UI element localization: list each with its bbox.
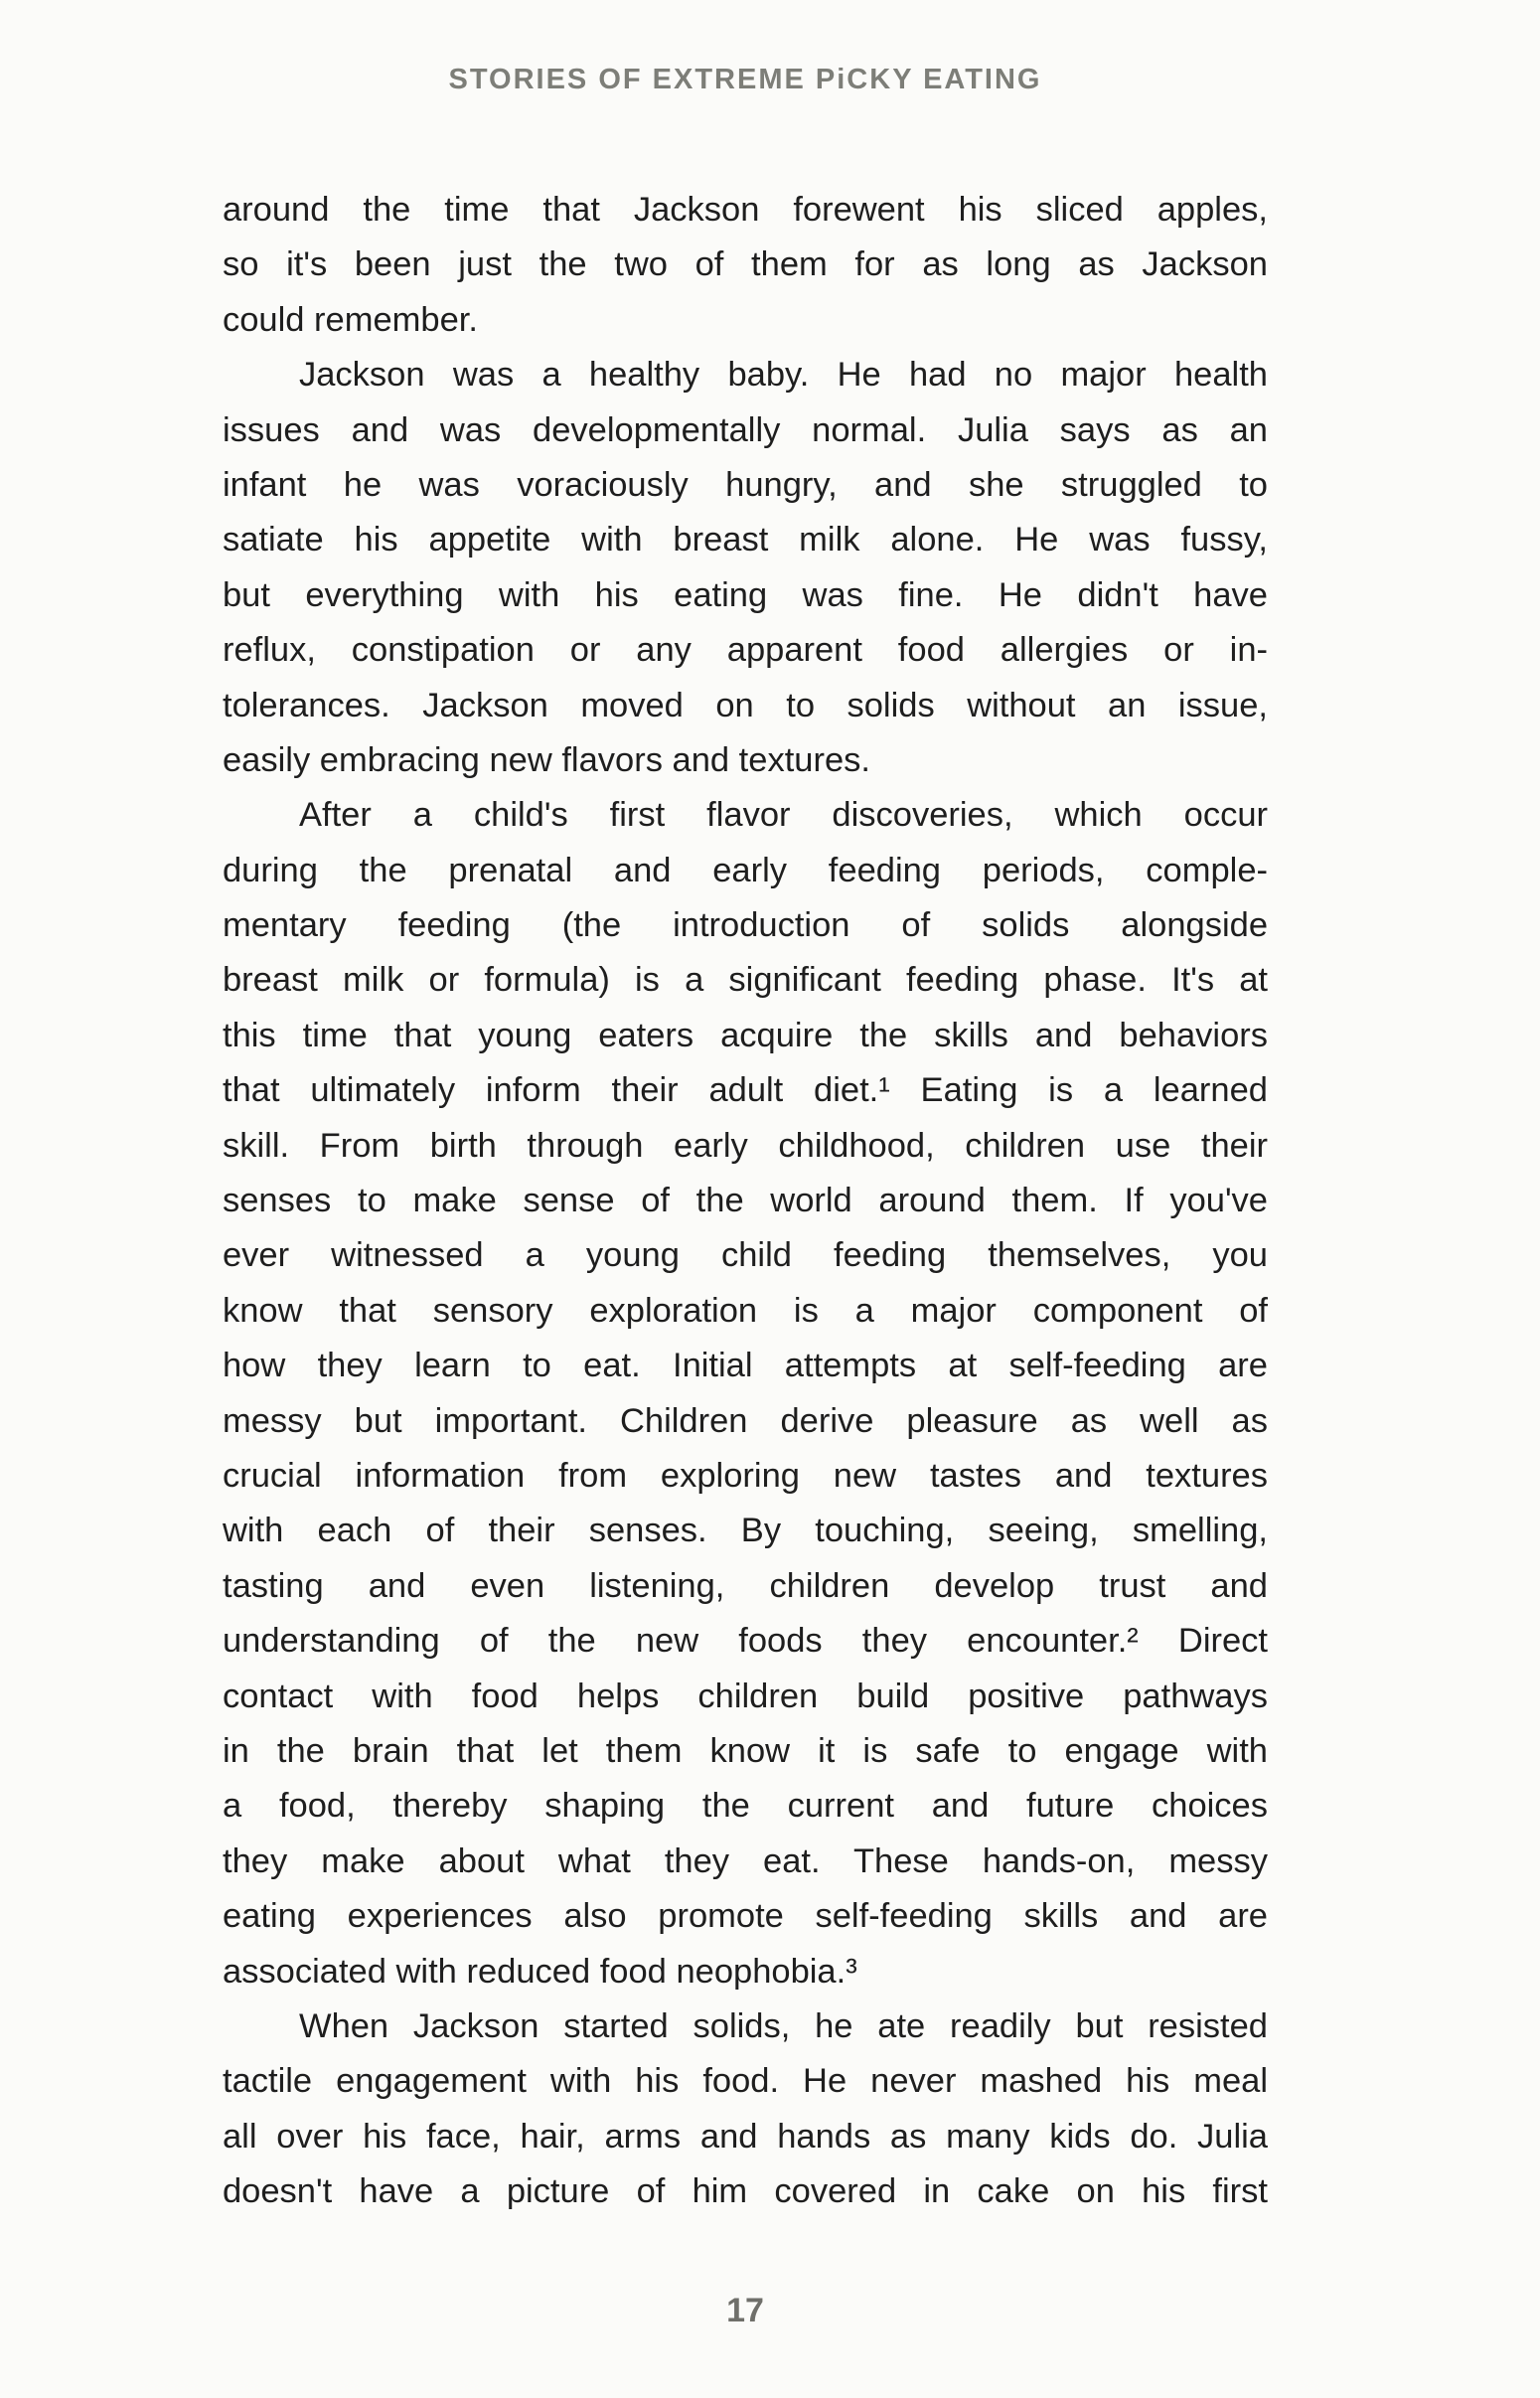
text-line: know that sensory exploration is a major component of	[223, 1291, 1268, 1330]
running-head: STORIES OF EXTREME PiCKY EATING	[448, 64, 1042, 95]
text-line: easily embracing new flavors and textures.	[223, 740, 870, 779]
text-line: during the prenatal and early feeding periods, comple-	[223, 851, 1268, 889]
text-line: tasting and even listening, children develop trust and	[223, 1566, 1268, 1605]
text-line: in the brain that let them know it is safe to engage with	[223, 1731, 1268, 1770]
text-line: issues and was developmentally normal. Julia says as an	[223, 410, 1268, 449]
text-line: so it's been just the two of them for as long as Jackson	[223, 245, 1268, 284]
text-line: but everything with his eating was fine. He didn't have	[223, 575, 1268, 614]
text-line: a food, thereby shaping the current and future choices	[223, 1787, 1268, 1826]
text-line: tactile engagement with his food. He never mashed his meal	[223, 2062, 1268, 2101]
text-line: ever witnessed a young child feeding themselves, you	[223, 1236, 1268, 1275]
text-line: contact with food helps children build positive pathways	[223, 1677, 1268, 1715]
text-line: When Jackson started solids, he ate readily but resisted	[299, 2006, 1268, 2045]
text-line: infant he was voraciously hungry, and she struggled to	[223, 465, 1268, 504]
text-line: they make about what they eat. These hands-on, messy	[223, 1841, 1268, 1880]
text-line: messy but important. Children derive pleasure as well as	[223, 1401, 1268, 1440]
text-line: this time that young eaters acquire the skills and behaviors	[223, 1016, 1268, 1054]
text-line: eating experiences also promote self-feeding skills and are	[223, 1897, 1268, 1936]
text-line: mentary feeding (the introduction of solids alongside	[223, 906, 1268, 945]
text-line: tolerances. Jackson moved on to solids without an issue,	[223, 686, 1268, 724]
text-line: that ultimately inform their adult diet.¹ Eating is a learned	[223, 1071, 1268, 1110]
text-line: senses to make sense of the world around them. If you've	[223, 1182, 1268, 1220]
text-line: how they learn to eat. Initial attempts at self-feeding are	[223, 1347, 1268, 1385]
text-line: around the time that Jackson forewent his sliced apples,	[223, 191, 1268, 229]
text-line: breast milk or formula) is a significant feeding phase. It's at	[223, 961, 1268, 1000]
text-line: all over his face, hair, arms and hands as many kids do. Julia	[223, 2117, 1268, 2156]
body-text	[223, 183, 1268, 2219]
text-line: skill. From birth through early childhood, children use their	[223, 1126, 1268, 1165]
text-line: crucial information from exploring new tastes and textures	[223, 1456, 1268, 1495]
text-line: with each of their senses. By touching, seeing, smelling,	[223, 1512, 1268, 1550]
text-line: doesn't have a picture of him covered in cake on his first	[223, 2172, 1268, 2211]
page-number: 17	[726, 2292, 764, 2329]
text-line: After a child's first flavor discoveries, which occur	[299, 796, 1268, 835]
text-line: reflux, constipation or any apparent food allergies or in-	[223, 631, 1268, 670]
text-line: could remember.	[223, 300, 478, 339]
text-line: Jackson was a healthy baby. He had no major health	[299, 356, 1268, 395]
text-line: understanding of the new foods they encounter.² Direct	[223, 1622, 1268, 1661]
text-line: associated with reduced food neophobia.³	[223, 1952, 857, 1991]
text-line: satiate his appetite with breast milk alone. He was fussy,	[223, 521, 1268, 560]
